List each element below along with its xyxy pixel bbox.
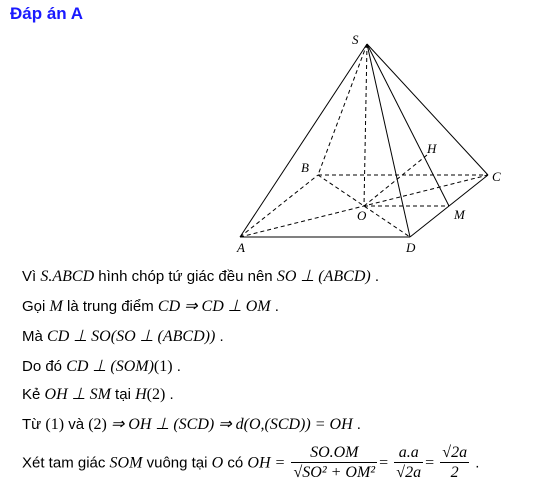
label-a: A <box>237 240 245 255</box>
label-c: C <box>492 169 501 184</box>
answer-heading: Đáp án A <box>10 4 84 23</box>
label-o: O <box>357 208 367 223</box>
solution-line-6: Từ (1) và (2) ⇒ OH ⊥ (SCD) ⇒ d(O,(SCD)) = OH . <box>22 416 361 433</box>
label-b: B <box>301 160 309 175</box>
fraction-oh: $\frac{SO.OM}{\text{√SO² + OM²}}$ <box>293 444 376 481</box>
solution-line-7: Xét tam giác SOM vuông tại O có OH = $\frac{SO.OM}{\text{√SO² + OM²}}$ = $\frac{a.a}{√2a}$ = $\frac{√2a}{2}$ . <box>22 444 480 481</box>
label-s: S <box>352 32 359 47</box>
label-m: M <box>454 207 465 222</box>
fraction-result: $\frac{√2a}{2}$ <box>442 444 468 481</box>
segment-so <box>364 44 367 206</box>
solution-line-4: Do đó CD ⊥ (SOM)(1) . <box>22 358 181 375</box>
label-d: D <box>406 240 416 255</box>
edge-sm <box>367 44 449 206</box>
solution-line-2: Gọi M là trung điểm CD ⇒ CD ⊥ OM . <box>22 298 279 315</box>
solution-line-1: Vì S.ABCD hình chóp tứ giác đều nên SO ⊥ (ABCD) . <box>22 268 380 285</box>
label-h: H <box>427 141 437 156</box>
fraction-aa: $\frac{a.a}{√2a}$ <box>396 444 422 481</box>
edge-sa <box>240 44 367 237</box>
solution-line-5: Kẻ OH ⊥ SM tại H(2) . <box>22 386 174 403</box>
edge-ab <box>240 175 318 237</box>
edge-sb <box>318 44 367 175</box>
solution-line-3: Mà CD ⊥ SO(SO ⊥ (ABCD)) . <box>22 328 224 345</box>
segment-oh <box>364 155 427 206</box>
edge-sd <box>367 44 410 237</box>
